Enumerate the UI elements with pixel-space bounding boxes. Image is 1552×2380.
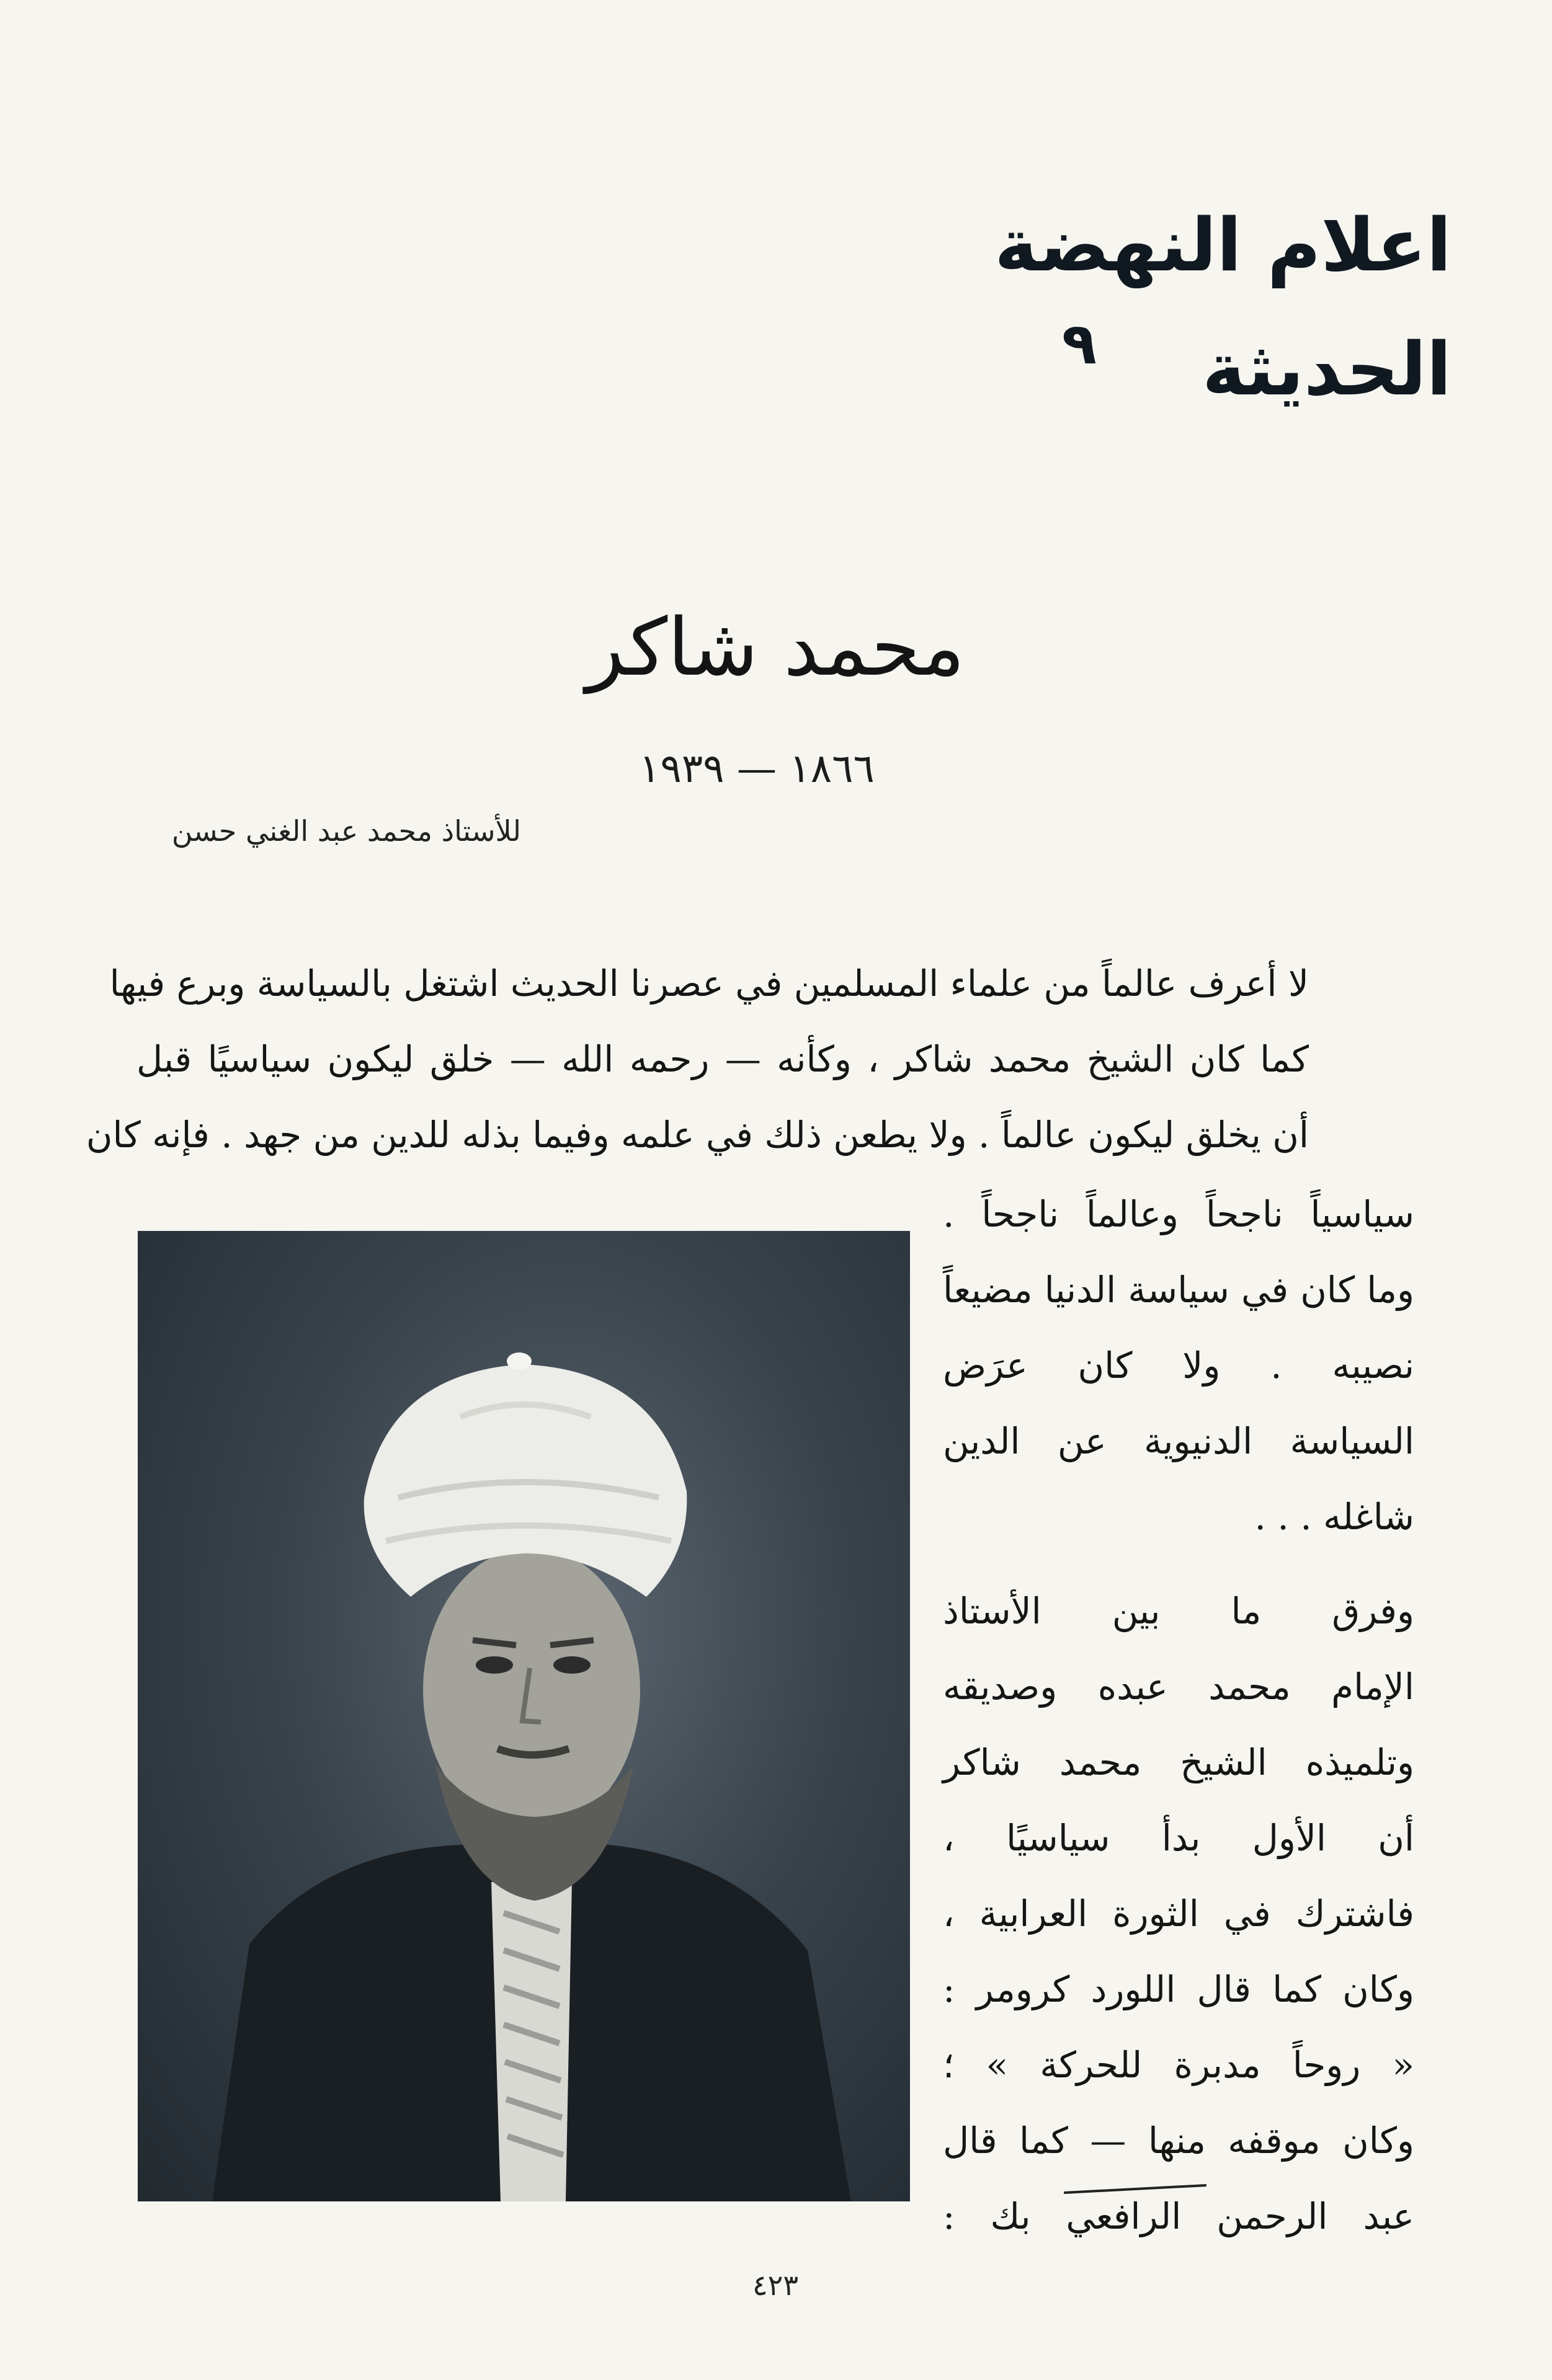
side-line: عبد الرحمن الرافعي بك :: [943, 2195, 1414, 2237]
series-number: ٩: [1061, 311, 1097, 377]
side-line: الإمام محمد عبده وصديقه: [943, 1666, 1414, 1708]
body-line: لا أعرف عالماً من علماء المسلمين في عصرنا الحديث اشتغل بالسياسة وبرع فيها: [109, 962, 1309, 1005]
side-line: وكان كما قال اللورد كرومر :: [943, 1968, 1414, 2010]
article-title: محمد شاكر: [586, 602, 965, 694]
side-line: سياسياً ناجحاً وعالماً ناجحاً .: [943, 1193, 1414, 1235]
body-line: أن يخلق ليكون عالماً . ولا يطعن ذلك في علمه وفيما بذله للدين من جهد . فإنه كان: [86, 1114, 1309, 1156]
author-byline: للأستاذ محمد عبد الغني حسن: [171, 814, 521, 848]
side-line: وتلميذه الشيخ محمد شاكر: [943, 1741, 1414, 1783]
side-line: « روحاً مدبرة للحركة » ؛: [943, 2044, 1414, 2086]
page-number: ٤٢٣: [752, 2268, 799, 2302]
side-line: وما كان في سياسة الدنيا مضيعاً: [943, 1269, 1414, 1311]
side-line: شاغله . . .: [1254, 1496, 1414, 1538]
series-title: اعلام النهضة الحديثة: [994, 202, 1452, 412]
side-line: أن الأول بدأ سياسيًا ،: [943, 1817, 1414, 1859]
body-line: كما كان الشيخ محمد شاكر ، وكأنه — رحمه الله — خلق ليكون سياسيًا قبل: [136, 1038, 1309, 1080]
side-line: نصيبه . ولا كان عرَض: [943, 1344, 1414, 1387]
portrait-illustration: [138, 1231, 910, 2201]
side-line: السياسة الدنيوية عن الدين: [943, 1420, 1414, 1462]
side-line: وكان موقفه منها — كما قال: [943, 2120, 1414, 2162]
side-line: فاشترك في الثورة العرابية ،: [943, 1893, 1414, 1935]
life-years: ١٨٦٦ — ١٩٣٩: [639, 746, 875, 792]
portrait-photo: [138, 1231, 910, 2201]
side-line: وفرق ما بين الأستاذ: [943, 1590, 1414, 1632]
